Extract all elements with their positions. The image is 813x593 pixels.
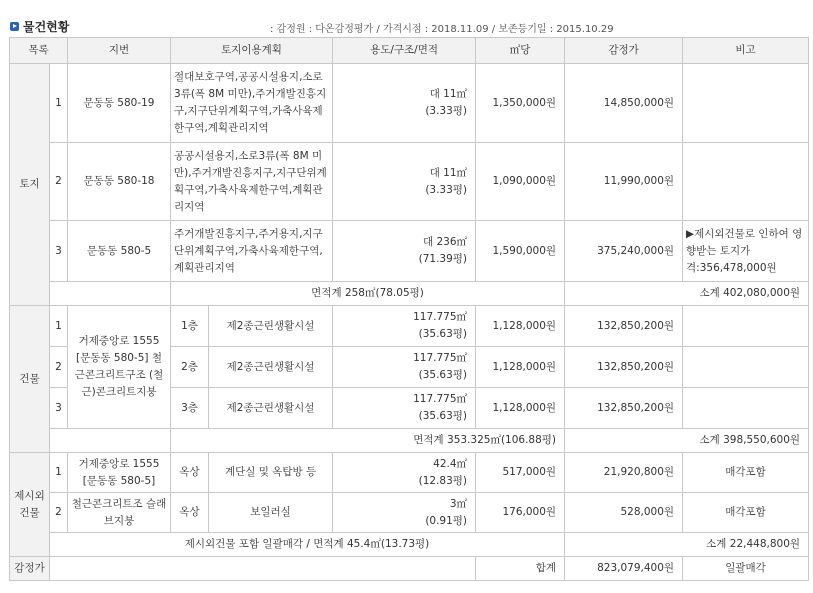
area-cell bbox=[333, 493, 476, 533]
empty-cell bbox=[50, 557, 476, 581]
extra-address: 철근콘크리트조 슬래브지붕 bbox=[68, 493, 171, 533]
area-total: 면적계 258㎡(78.05평) bbox=[171, 282, 565, 306]
appraisal-price-cell: 375,240,000원 bbox=[565, 221, 683, 282]
appraisal-price-cell: 132,850,200원 bbox=[565, 388, 683, 429]
area-value: 117.775㎡ bbox=[413, 352, 468, 364]
row-number: 2 bbox=[50, 347, 68, 388]
floor-cell: 옥상 bbox=[171, 493, 209, 533]
section-title-text: 물건현황 bbox=[23, 20, 70, 34]
floor-cell: 2층 bbox=[171, 347, 209, 388]
subtotal: 소계 398,550,600원 bbox=[565, 429, 809, 453]
unit-price-cell: 1,128,000원 bbox=[476, 306, 565, 347]
jibun-cell: 문동동 580-5 bbox=[68, 221, 171, 282]
subtotal: 소계 402,080,000원 bbox=[565, 282, 809, 306]
area-value: 117.775㎡ bbox=[413, 393, 468, 405]
note-cell: 매각포함 bbox=[683, 493, 809, 533]
row-number: 1 bbox=[50, 306, 68, 347]
area-pyeong: (71.39평) bbox=[418, 253, 468, 265]
area-cell bbox=[333, 347, 476, 388]
area-pyeong: (35.63평) bbox=[418, 328, 468, 340]
note-cell bbox=[683, 347, 809, 388]
col-header: 용도/구조/면적 bbox=[333, 38, 476, 64]
col-header: ㎡당 bbox=[476, 38, 565, 64]
area-pyeong: (3.33평) bbox=[425, 105, 468, 117]
use-cell: 제2종근린생활시설 bbox=[209, 388, 333, 429]
floor-cell: 3층 bbox=[171, 388, 209, 429]
area-value: 대 11㎡ bbox=[429, 166, 468, 179]
floor-cell: 1층 bbox=[171, 306, 209, 347]
unit-price-cell: 1,128,000원 bbox=[476, 347, 565, 388]
unit-price-cell: 176,000원 bbox=[476, 493, 565, 533]
appraisal-price-cell: 132,850,200원 bbox=[565, 306, 683, 347]
area-pyeong: (3.33평) bbox=[425, 183, 468, 196]
empty-cell bbox=[50, 429, 171, 453]
area-value: 42.4㎡ bbox=[433, 457, 468, 470]
area-value: 117.775㎡ bbox=[413, 311, 468, 323]
table-row bbox=[10, 64, 809, 143]
appraisal-price-cell: 528,000원 bbox=[565, 493, 683, 533]
total-note: 일괄매각 bbox=[683, 557, 809, 581]
row-number: 2 bbox=[50, 143, 68, 221]
jibun-cell: 문동동 580-19 bbox=[68, 64, 171, 143]
note-cell bbox=[683, 64, 809, 143]
area-pyeong: (12.83평) bbox=[418, 474, 468, 487]
area-value: 대 11㎡ bbox=[429, 88, 468, 100]
floor-cell: 옥상 bbox=[171, 453, 209, 493]
col-header: 비고 bbox=[683, 38, 809, 64]
extra-address: 거제중앙로 1555 [문동동 580-5] bbox=[68, 453, 171, 493]
plan-cell: 공공시설용지,소로3류(폭 8M 미만),주거개발진흥지구,지구단위계획구역,가축사육제한구역,계획관리지역 bbox=[171, 143, 333, 221]
use-cell: 제2종근린생활시설 bbox=[209, 306, 333, 347]
row-number: 3 bbox=[50, 388, 68, 429]
category-extra-building: 제시외건물 bbox=[10, 453, 50, 557]
use-cell: 제2종근린생활시설 bbox=[209, 347, 333, 388]
area-pyeong: (35.63평) bbox=[418, 410, 468, 422]
note-cell bbox=[683, 143, 809, 221]
area-total: 면적계 353.325㎡(106.88평) bbox=[171, 429, 565, 453]
appraisal-price-cell: 132,850,200원 bbox=[565, 347, 683, 388]
note-cell: 매각포함 bbox=[683, 453, 809, 493]
category-appraisal: 감정가 bbox=[10, 557, 50, 581]
category-land: 토지 bbox=[10, 64, 50, 306]
total-value: 823,079,400원 bbox=[565, 557, 683, 581]
building-address: 거제중앙로 1555 [문동동 580-5] 철근콘크리트구조 (철근)콘크리트지붕 bbox=[68, 306, 171, 429]
area-pyeong: (35.63평) bbox=[418, 369, 468, 381]
note-cell bbox=[683, 388, 809, 429]
row-number: 3 bbox=[50, 221, 68, 282]
total-label: 합계 bbox=[476, 557, 565, 581]
col-header: 감정가 bbox=[565, 38, 683, 64]
col-header: 지번 bbox=[68, 38, 171, 64]
table-row bbox=[10, 143, 809, 221]
area-cell bbox=[333, 306, 476, 347]
table-header-row bbox=[10, 38, 809, 64]
col-header: 목록 bbox=[10, 38, 68, 64]
category-building: 건물 bbox=[10, 306, 50, 453]
appraisal-price-cell: 21,920,800원 bbox=[565, 453, 683, 493]
appraisal-meta: : 감정원 : 다온감정평가 / 가격시점 : 2018.11.09 / 보존등기일 : 2015.10.29 bbox=[270, 24, 614, 35]
note-cell bbox=[683, 306, 809, 347]
area-cell bbox=[333, 388, 476, 429]
appraisal-total-row bbox=[10, 557, 809, 581]
row-number: 1 bbox=[50, 453, 68, 493]
row-number: 1 bbox=[50, 64, 68, 143]
area-pyeong: (0.91평) bbox=[425, 514, 468, 527]
area-total: 제시외건물 포함 일괄매각 / 면적계 45.4㎡(13.73평) bbox=[50, 533, 565, 557]
section-title bbox=[10, 18, 69, 35]
subtotal-row bbox=[10, 429, 809, 453]
use-cell: 계단실 및 옥탑방 등 bbox=[209, 453, 333, 493]
area-cell bbox=[333, 453, 476, 493]
empty-cell bbox=[50, 282, 171, 306]
use-cell: 보일러실 bbox=[209, 493, 333, 533]
unit-price-cell: 517,000원 bbox=[476, 453, 565, 493]
table-row bbox=[10, 453, 809, 493]
unit-price-cell: 1,128,000원 bbox=[476, 388, 565, 429]
unit-price-cell: 1,090,000원 bbox=[476, 143, 565, 221]
plan-cell: 주거개발진흥지구,주거용지,지구단위계획구역,가축사육제한구역,계획관리지역 bbox=[171, 221, 333, 282]
table-row bbox=[10, 306, 809, 347]
area-cell bbox=[333, 64, 476, 143]
appraisal-price-cell: 11,990,000원 bbox=[565, 143, 683, 221]
col-header: 토지이용계획 bbox=[171, 38, 333, 64]
note-cell: ▶제시외건물로 인하여 영향받는 토지가격:356,478,000원 bbox=[683, 221, 809, 282]
area-value: 3㎡ bbox=[449, 497, 468, 510]
plan-cell: 절대보호구역,공공시설용지,소로3류(폭 8M 미만),주거개발진흥지구,지구단위계획구역,가축사육제한구역,계획관리지역 bbox=[171, 64, 333, 143]
unit-price-cell: 1,350,000원 bbox=[476, 64, 565, 143]
jibun-cell: 문동동 580-18 bbox=[68, 143, 171, 221]
property-table bbox=[9, 37, 809, 581]
area-value: 대 236㎡ bbox=[423, 236, 468, 248]
subtotal-row bbox=[10, 533, 809, 557]
area-cell bbox=[333, 143, 476, 221]
bullet-icon bbox=[10, 22, 19, 31]
table-row bbox=[10, 493, 809, 533]
row-number: 2 bbox=[50, 493, 68, 533]
subtotal-row bbox=[10, 282, 809, 306]
header bbox=[0, 0, 813, 36]
table-row bbox=[10, 221, 809, 282]
appraisal-price-cell: 14,850,000원 bbox=[565, 64, 683, 143]
unit-price-cell: 1,590,000원 bbox=[476, 221, 565, 282]
area-cell bbox=[333, 221, 476, 282]
subtotal: 소계 22,448,800원 bbox=[565, 533, 809, 557]
